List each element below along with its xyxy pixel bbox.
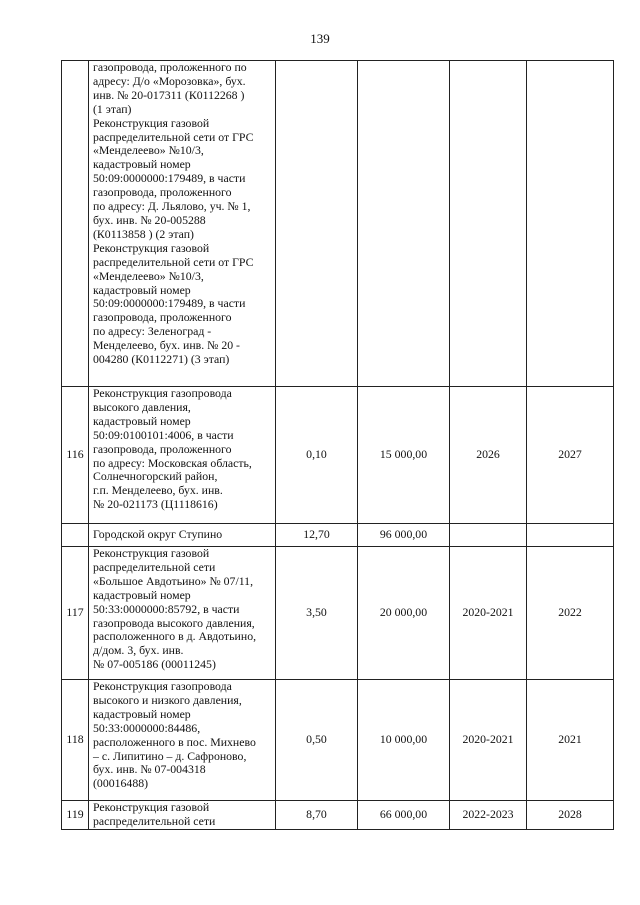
description-line: кадастровый номер <box>93 587 191 602</box>
cost-value: 66 000,00 <box>358 801 450 830</box>
start-year <box>450 524 527 547</box>
description-line: распределительной сети от ГРС <box>93 129 254 144</box>
end-year: 2028 <box>527 801 614 830</box>
cost-value: 96 000,00 <box>358 524 450 547</box>
length-km: 12,70 <box>276 524 358 547</box>
object-description <box>89 61 276 387</box>
description-line: Реконструкция газовой <box>93 546 210 560</box>
description-line: 50:09:0000000:179489, в части <box>93 171 246 186</box>
description-line: Менделеево, бух. инв. № 20 - <box>93 338 240 353</box>
description-line: Городской округ Ступино <box>93 527 223 542</box>
description-line: расположенного в пос. Михнево <box>93 734 256 749</box>
description-line: высокого давления, <box>93 399 191 414</box>
row-number: 119 <box>62 801 89 830</box>
description-line: кадастровый номер <box>93 413 191 428</box>
group-row <box>62 524 614 547</box>
length-km: 0,10 <box>276 387 358 524</box>
description-line: по адресу: Зеленоград - <box>93 324 212 339</box>
description-line: Солнечногорский район, <box>93 469 218 484</box>
description-line: распределительной сети от ГРС <box>93 254 254 269</box>
description-line: «Менделеево» №10/3, <box>93 143 204 158</box>
row-number <box>62 524 89 547</box>
start-year <box>450 61 527 387</box>
table-row <box>62 61 614 387</box>
row-number <box>62 61 89 387</box>
description-line: кадастровый номер <box>93 282 191 297</box>
table-row <box>62 680 614 801</box>
description-line: (1 этап) <box>93 101 132 116</box>
table-row <box>62 801 614 830</box>
object-description <box>89 524 276 547</box>
description-line: д/дом. 3, бух. инв. <box>93 643 184 658</box>
description-line: бух. инв. № 07-004318 <box>93 762 206 777</box>
description-line: (К0113858 ) (2 этап) <box>93 226 194 241</box>
end-year <box>527 61 614 387</box>
row-number: 118 <box>62 680 89 801</box>
description-line: г.п. Менделеево, бух. инв. <box>93 483 223 498</box>
description-line: распределительной сети <box>93 813 216 828</box>
cost-value: 10 000,00 <box>358 680 450 801</box>
row-number: 117 <box>62 547 89 680</box>
description-line: газопровода, проложенного по <box>93 60 247 74</box>
object-description <box>89 547 276 680</box>
cost-value <box>358 61 450 387</box>
cost-value: 15 000,00 <box>358 387 450 524</box>
table-row <box>62 547 614 680</box>
description-line: (00016488) <box>93 776 149 791</box>
end-year: 2022 <box>527 547 614 680</box>
end-year: 2027 <box>527 387 614 524</box>
row-number: 116 <box>62 387 89 524</box>
description-line: газопровода, проложенного <box>93 310 232 325</box>
description-line: Реконструкция газовой <box>93 240 210 255</box>
object-description <box>89 387 276 524</box>
description-line: Реконструкция газовой <box>93 800 210 814</box>
object-description <box>89 680 276 801</box>
start-year: 2026 <box>450 387 527 524</box>
description-line: № 20-021173 (Ц1118616) <box>93 497 218 512</box>
cost-value: 20 000,00 <box>358 547 450 680</box>
page-number: 139 <box>310 31 330 46</box>
description-line: расположенного в д. Авдотьино, <box>93 629 257 644</box>
description-line: Реконструкция газопровода <box>93 386 232 400</box>
description-line: газопровода, проложенного <box>93 185 232 200</box>
description-line: 004280 (К0112271) (3 этап) <box>93 352 230 367</box>
description-line: 50:33:0000000:85792, в части <box>93 601 240 616</box>
description-line: по адресу: Московская область, <box>93 455 252 470</box>
description-line: газопровода высокого давления, <box>93 615 255 630</box>
description-line: Реконструкция газовой <box>93 115 210 130</box>
length-km: 0,50 <box>276 680 358 801</box>
description-line: «Менделеево» №10/3, <box>93 268 204 283</box>
description-line: адресу: Д/о «Морозовка», бух. <box>93 73 246 88</box>
start-year: 2020-2021 <box>450 680 527 801</box>
description-line: Реконструкция газопровода <box>93 679 232 693</box>
table-row <box>62 387 614 524</box>
object-description <box>89 801 276 830</box>
description-line: кадастровый номер <box>93 157 191 172</box>
description-line: «Большое Авдотьино» № 07/11, <box>93 573 254 588</box>
description-line: газопровода, проложенного <box>93 441 232 456</box>
description-line: по адресу: Д. Льялово, уч. № 1, <box>93 199 251 214</box>
length-km: 3,50 <box>276 547 358 680</box>
description-line: – с. Липитино – д. Сафроново, <box>93 748 247 763</box>
description-line: 50:09:0000000:179489, в части <box>93 296 246 311</box>
description-line: кадастровый номер <box>93 706 191 721</box>
start-year: 2020-2021 <box>450 547 527 680</box>
start-year: 2022-2023 <box>450 801 527 830</box>
description-line: 50:09:0100101:4006, в части <box>93 427 234 442</box>
description-line: № 07-005186 (00011245) <box>93 657 216 672</box>
description-line: инв. № 20-017311 (К0112268 ) <box>93 87 245 102</box>
end-year: 2021 <box>527 680 614 801</box>
length-km <box>276 61 358 387</box>
end-year <box>527 524 614 547</box>
length-km: 8,70 <box>276 801 358 830</box>
description-line: бух. инв. № 20-005288 <box>93 212 206 227</box>
description-line: распределительной сети <box>93 559 216 574</box>
description-line: 50:33:0000000:84486, <box>93 720 201 735</box>
description-line: высокого и низкого давления, <box>93 692 242 707</box>
gas-reconstruction-table <box>61 60 614 830</box>
